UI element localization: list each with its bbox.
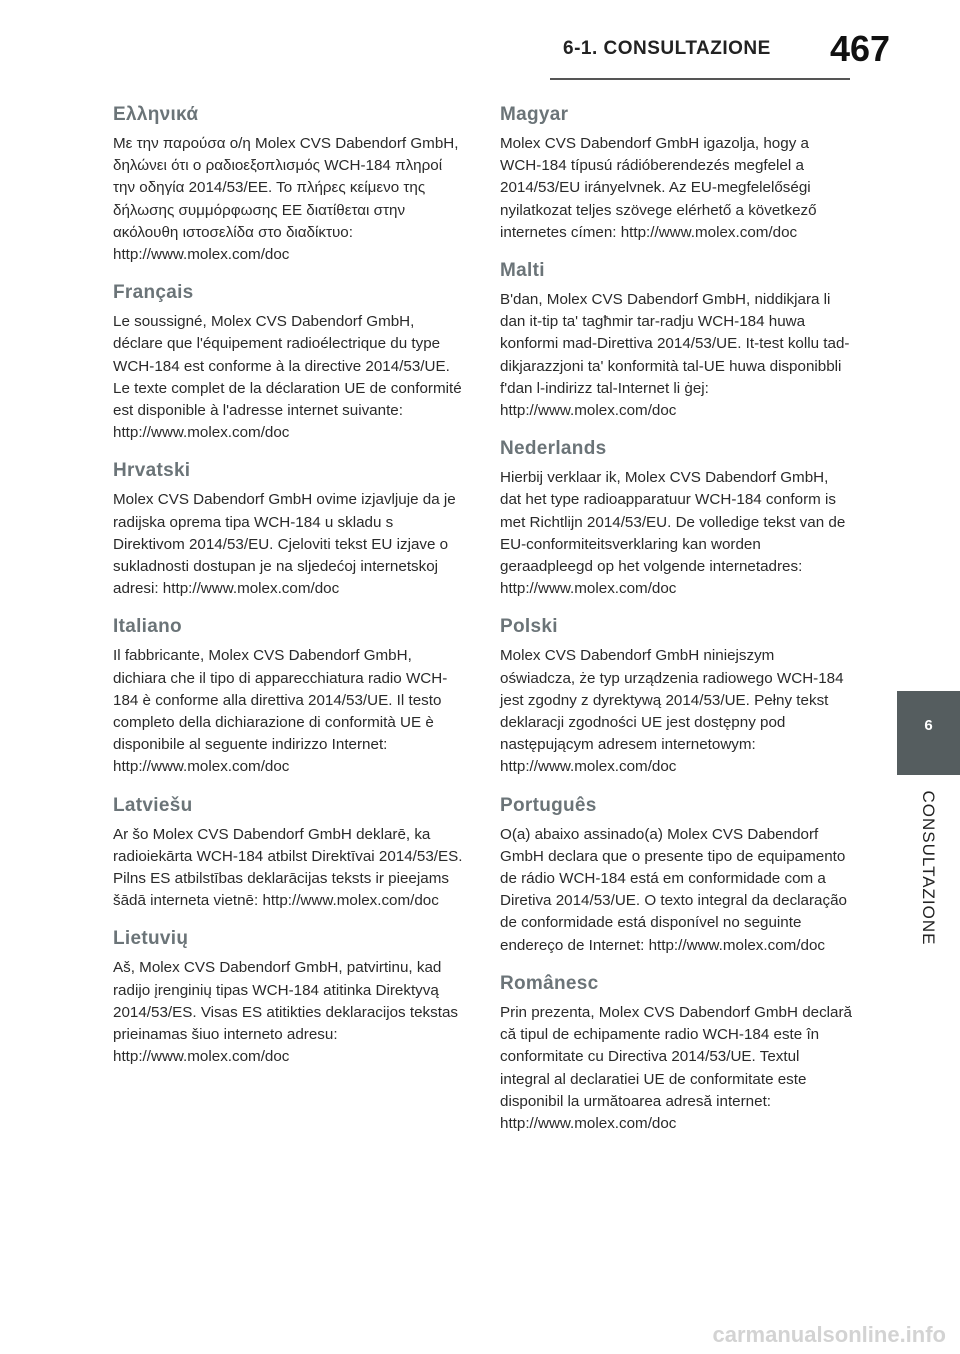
- section-heading: Português: [500, 794, 597, 816]
- section-croatian: [113, 460, 465, 600]
- section-body: Molex CVS Dabendorf GmbH igazolja, hogy a WCH-184 típusú rádióberendezés megfelel a 2014/53/EU irányelvnek. Az EU-megfelelőségi nyilatkozat teljes szövege elérhető a következő internetes címen: http://www.molex.com/doc: [500, 135, 817, 241]
- section-romanian: [500, 973, 852, 1135]
- chapter-title: 6-1. CONSULTAZIONE: [563, 38, 771, 59]
- header-divider: [550, 78, 850, 80]
- section-body: Με την παρούσα ο/η Molex CVS Dabendorf GmbH, δηλώνει ότι ο ραδιοεξοπλισμός WCH-184 πληροί την οδηγία 2014/53/ΕΕ. Το πλήρες κείμενο της δήλωσης συμμόρφωσης ΕΕ διατίθεται στην ακόλουθη ιστοσελίδα στο διαδίκτυο: http://www.molex.com/doc: [113, 135, 459, 264]
- section-italian: [113, 616, 465, 778]
- section-body: Ar šo Molex CVS Dabendorf GmbH deklarē, ka radioiekārta WCH-184 atbilst Direktīvai 2014/53/ES. Pilns ES atbilstības deklarācijas teksts ir pieejams šādā interneta vietnē: http://www.molex.com/doc: [113, 825, 463, 910]
- section-body: Aš, Molex CVS Dabendorf GmbH, patvirtinu, kad radijo įrenginių tipas WCH-184 atitinka Direktyvą 2014/53/ES. Visas ES atitikties deklaracijos tekstas prieinamas šiuo interneto adresu: http://www.molex.com/doc: [113, 959, 458, 1066]
- section-heading: Românesc: [500, 972, 599, 994]
- watermark: carmanualsonline.info: [712, 1322, 946, 1347]
- section-heading: Nederlands: [500, 438, 607, 460]
- section-latvian: [113, 795, 465, 913]
- section-maltese: [500, 260, 852, 422]
- section-hungarian: [500, 104, 852, 244]
- page-header: [0, 0, 960, 80]
- section-heading: Magyar: [500, 104, 569, 125]
- section-body: Le soussigné, Molex CVS Dabendorf GmbH, déclare que l'équipement radioélectrique du type WCH-184 est conforme à la directive 2014/53/UE. Le texte complet de la déclaration UE de conformité est disponible à l'adresse internet suivante: http://www.molex.com/doc: [113, 313, 462, 442]
- section-heading: Polski: [500, 616, 558, 638]
- section-heading: Italiano: [113, 616, 182, 638]
- right-column: [500, 104, 852, 1151]
- chapter-side-label: CONSULTAZIONE: [919, 790, 938, 946]
- section-heading: Malti: [500, 260, 545, 282]
- section-heading: Ελληνικά: [113, 104, 199, 125]
- section-heading: Français: [113, 282, 194, 304]
- section-french: [113, 282, 465, 444]
- section-body: Il fabbricante, Molex CVS Dabendorf GmbH, dichiara che il tipo di apparecchiatura radio WCH-184 è conforme alla direttiva 2014/53/UE. Il testo completo della dichiarazione di conformità UE è disponibile al seguente indirizzo Internet: http://www.molex.com/doc: [113, 647, 448, 776]
- section-heading: Lietuvių: [113, 928, 189, 950]
- section-body: Prin prezenta, Molex CVS Dabendorf GmbH declară că tipul de echipamente radio WCH-184 este în conformitate cu Directiva 2014/53/UE. Textul integral al declaratiei UE de conformitate este disponibil la următoarea adresă internet: http://www.molex.com/doc: [500, 1003, 853, 1132]
- section-body: Hierbij verklaar ik, Molex CVS Dabendorf GmbH, dat het type radioapparatuur WCH-184 conform is met Richtlijn 2014/53/EU. De volledige tekst van de EU-conformiteitsverklaring kan worden geraadpleegd op het volgende internetadres: http://www.molex.com/doc: [500, 469, 846, 598]
- section-heading: Hrvatski: [113, 460, 191, 482]
- section-body: Molex CVS Dabendorf GmbH ovime izjavljuje da je radijska oprema tipa WCH-184 u skladu s Direktivom 2014/53/EU. Cjeloviti tekst EU izjave o sukladnosti dostupan je na sljedećoj internetskoj adresi: http://www.molex.com/doc: [113, 491, 456, 598]
- section-lithuanian: [113, 928, 465, 1068]
- chapter-tab-number: 6: [924, 717, 933, 734]
- section-portuguese: [500, 795, 852, 957]
- section-heading: Latviešu: [113, 794, 193, 816]
- section-greek: [113, 104, 465, 266]
- page-number: 467: [830, 28, 891, 69]
- section-polish: [500, 616, 852, 778]
- section-body: Molex CVS Dabendorf GmbH niniejszym oświadcza, że typ urządzenia radiowego WCH-184 jest zgodny z dyrektywą 2014/53/UE. Pełny tekst deklaracji zgodności UE jest dostępny pod następującym adresem internetowym: http://www.molex.com/doc: [500, 647, 844, 776]
- chapter-tab: [897, 691, 960, 775]
- section-body: O(a) abaixo assinado(a) Molex CVS Dabendorf GmbH declara que o presente tipo de equipamento de rádio WCH-184 está em conformidade com a Diretiva 2014/53/UE. O texto integral da declaração de conformidade está disponível no seguinte endereço de Internet: http://www.molex.com/doc: [500, 825, 847, 954]
- left-column: [113, 104, 465, 1085]
- section-body: B'dan, Molex CVS Dabendorf GmbH, niddikjara li dan it-tip ta' tagħmir tar-radju WCH-184 huwa konformi mad-Direttiva 2014/53/UE. It-test kollu tad-dikjarazzjoni ta' konformità tal-UE huwa disponibbli f'dan l-indirizz tal-Internet li ġej: http://www.molex.com/doc: [500, 291, 850, 420]
- section-dutch: [500, 438, 852, 600]
